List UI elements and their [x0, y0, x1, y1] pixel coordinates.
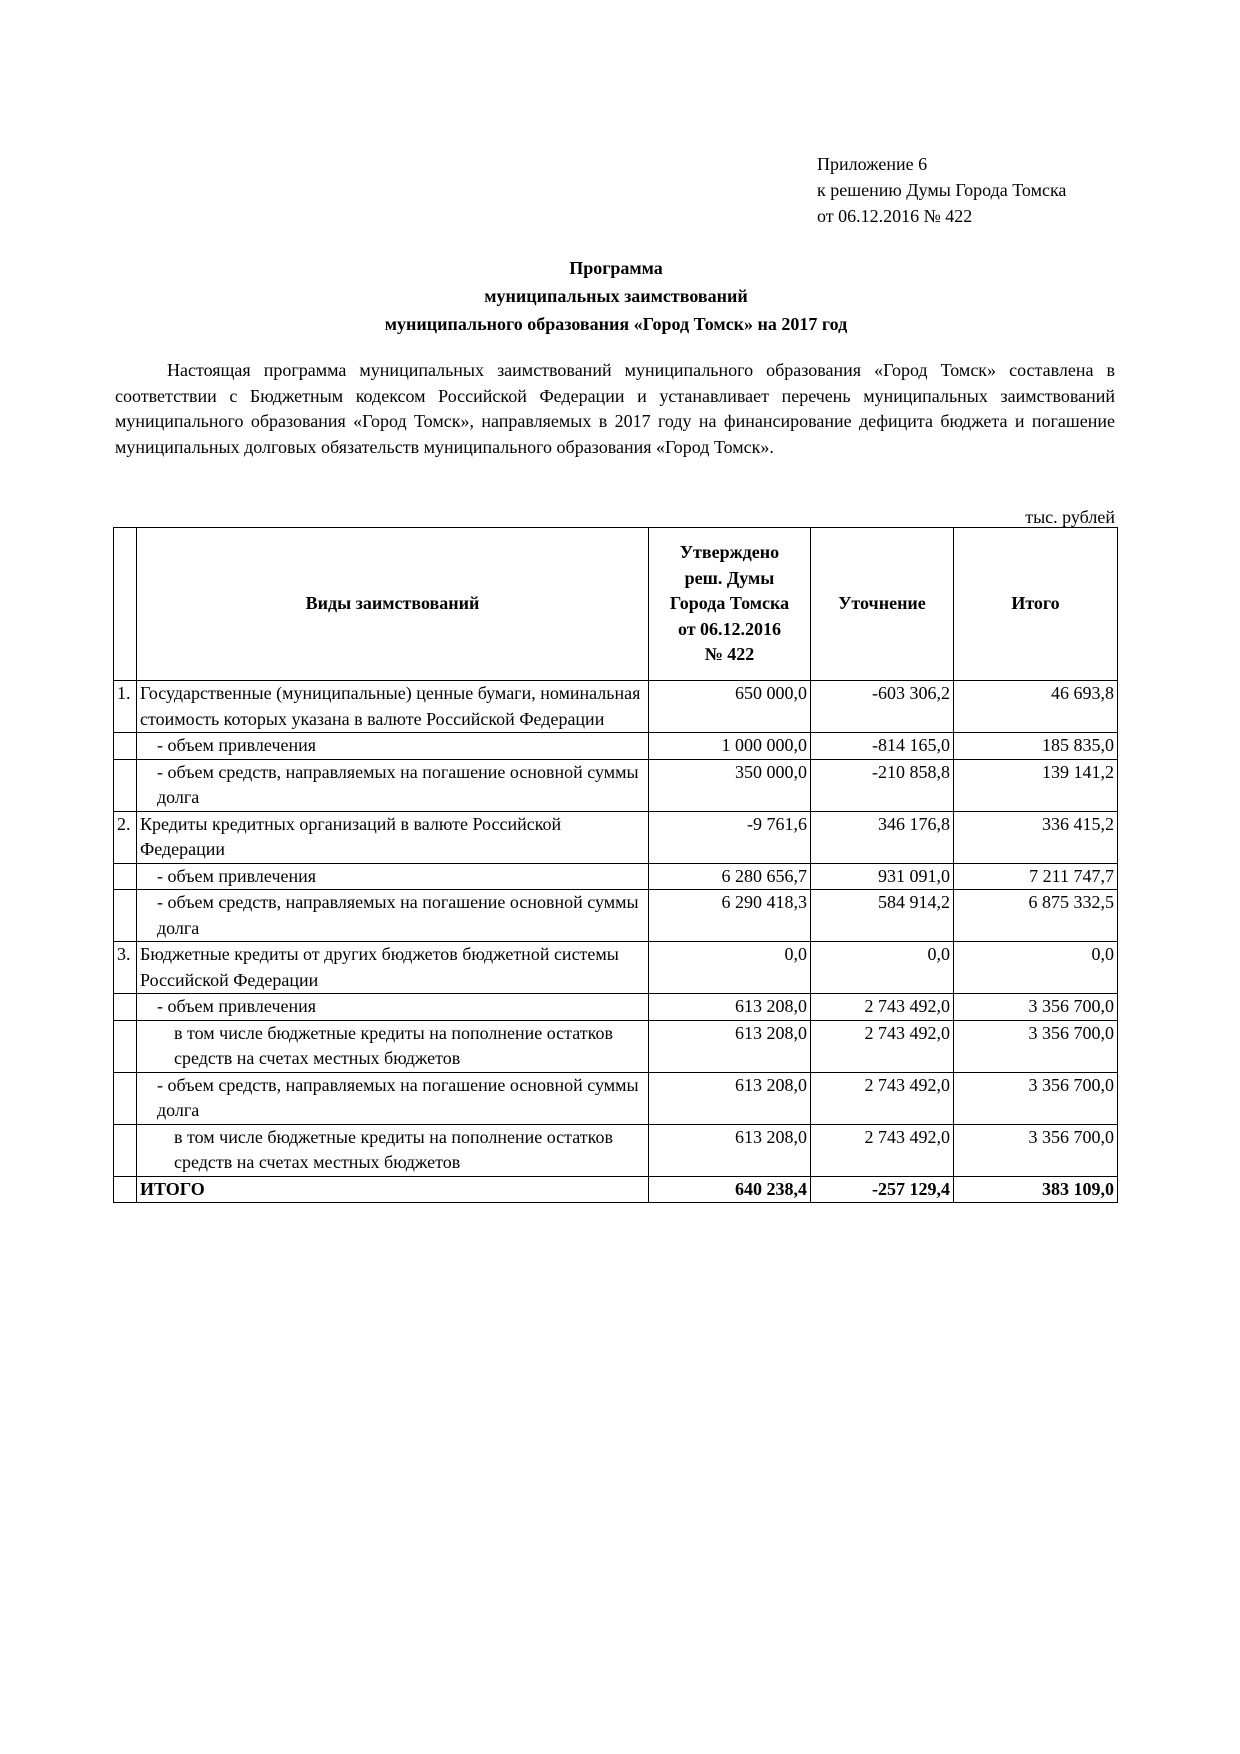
- row-change: 2 743 492,0: [811, 1124, 954, 1176]
- row-total: 3 356 700,0: [954, 1124, 1118, 1176]
- borrowings-table: [113, 527, 1118, 1203]
- header-approved-line-5: № 422: [704, 644, 755, 665]
- row-total: 139 141,2: [954, 759, 1118, 811]
- row-name: - объем средств, направляемых на погашение основной суммы долга: [137, 759, 649, 811]
- row-num: [114, 1124, 137, 1176]
- row-num: [114, 759, 137, 811]
- row-approved: 613 208,0: [649, 1124, 811, 1176]
- row-name: - объем привлечения: [137, 733, 649, 760]
- row-change: -210 858,8: [811, 759, 954, 811]
- row-approved: 613 208,0: [649, 1020, 811, 1072]
- row-approved: 6 290 418,3: [649, 890, 811, 942]
- document-title: [113, 254, 1119, 338]
- row-num: 2.: [114, 811, 137, 863]
- row-name: Государственные (муниципальные) ценные бумаги, номинальная стоимость которых указана в валюте Российской Федерации: [137, 681, 649, 733]
- appendix-reference: [817, 151, 1197, 229]
- row-change: 2 743 492,0: [811, 1072, 954, 1124]
- header-approved-line-2: реш. Думы: [684, 567, 775, 588]
- table-row: [114, 733, 1118, 760]
- table-row: [114, 811, 1118, 863]
- row-total: 185 835,0: [954, 733, 1118, 760]
- row-num: [114, 863, 137, 890]
- row-change: 2 743 492,0: [811, 994, 954, 1021]
- row-num: [114, 1020, 137, 1072]
- row-name: - объем привлечения: [137, 863, 649, 890]
- table-row: [114, 890, 1118, 942]
- total-approved: 640 238,4: [649, 1176, 811, 1203]
- row-num: [114, 733, 137, 760]
- row-name: Бюджетные кредиты от других бюджетов бюджетной системы Российской Федерации: [137, 942, 649, 994]
- total-total: 383 109,0: [954, 1176, 1118, 1203]
- intro-paragraph: Настоящая программа муниципальных заимствований муниципального образования «Город Томск» составлена в соответствии с Бюджетным кодексом Российской Федерации и устанавливает перечень муниципальных заимствований муниципального образования «Город Томск», направляемых в 2017 году на финансирование дефицита бюджета и погашение муниципальных долговых обязательств муниципального образования «Город Томск».: [115, 360, 1115, 457]
- header-num: [114, 528, 137, 681]
- appendix-date: от 06.12.2016 № 422: [817, 206, 973, 226]
- row-change: 931 091,0: [811, 863, 954, 890]
- row-num: [114, 994, 137, 1021]
- row-change: 0,0: [811, 942, 954, 994]
- row-change: 346 176,8: [811, 811, 954, 863]
- header-name: Виды заимствований: [137, 528, 649, 681]
- header-approved: [649, 528, 811, 681]
- row-name: Кредиты кредитных организаций в валюте Российской Федерации: [137, 811, 649, 863]
- row-total: 3 356 700,0: [954, 1020, 1118, 1072]
- row-approved: 350 000,0: [649, 759, 811, 811]
- table-header-row: [114, 528, 1118, 681]
- row-approved: 613 208,0: [649, 1072, 811, 1124]
- row-num: 3.: [114, 942, 137, 994]
- appendix-decision: к решению Думы Города Томска: [817, 180, 1067, 200]
- header-change: Уточнение: [811, 528, 954, 681]
- row-change: 584 914,2: [811, 890, 954, 942]
- row-num: [114, 1072, 137, 1124]
- units-label: тыс. рублей: [1025, 507, 1115, 527]
- row-change: -814 165,0: [811, 733, 954, 760]
- row-total: 336 415,2: [954, 811, 1118, 863]
- row-name: в том числе бюджетные кредиты на пополнение остатков средств на счетах местных бюджетов: [137, 1124, 649, 1176]
- title-line-3: муниципального образования «Город Томск» на 2017 год: [384, 314, 848, 334]
- total-name: ИТОГО: [137, 1176, 649, 1203]
- table-row: [114, 1020, 1118, 1072]
- table-row: [114, 759, 1118, 811]
- row-num: [114, 890, 137, 942]
- table-row: [114, 1124, 1118, 1176]
- row-approved: 1 000 000,0: [649, 733, 811, 760]
- row-total: 0,0: [954, 942, 1118, 994]
- table-row: [114, 863, 1118, 890]
- row-approved: 650 000,0: [649, 681, 811, 733]
- total-num: [114, 1176, 137, 1203]
- row-name: в том числе бюджетные кредиты на пополнение остатков средств на счетах местных бюджетов: [137, 1020, 649, 1072]
- row-approved: 0,0: [649, 942, 811, 994]
- table-row: [114, 994, 1118, 1021]
- row-approved: 6 280 656,7: [649, 863, 811, 890]
- table-row: [114, 1072, 1118, 1124]
- table-row: [114, 681, 1118, 733]
- row-approved: 613 208,0: [649, 994, 811, 1021]
- title-line-2: муниципальных заимствований: [484, 286, 748, 306]
- header-approved-line-4: от 06.12.2016: [677, 618, 782, 639]
- row-change: -603 306,2: [811, 681, 954, 733]
- row-total: 3 356 700,0: [954, 1072, 1118, 1124]
- row-total: 3 356 700,0: [954, 994, 1118, 1021]
- title-line-1: Программа: [569, 258, 663, 278]
- row-total: 7 211 747,7: [954, 863, 1118, 890]
- appendix-number: Приложение 6: [817, 154, 928, 174]
- total-row: [114, 1176, 1118, 1203]
- row-approved: -9 761,6: [649, 811, 811, 863]
- table-row: [114, 942, 1118, 994]
- header-total: Итого: [954, 528, 1118, 681]
- row-name: - объем средств, направляемых на погашение основной суммы долга: [137, 1072, 649, 1124]
- total-change: -257 129,4: [811, 1176, 954, 1203]
- header-approved-line-1: Утверждено: [679, 542, 780, 563]
- row-name: - объем средств, направляемых на погашение основной суммы долга: [137, 890, 649, 942]
- header-approved-line-3: Города Томска: [669, 593, 790, 614]
- row-change: 2 743 492,0: [811, 1020, 954, 1072]
- row-total: 46 693,8: [954, 681, 1118, 733]
- row-total: 6 875 332,5: [954, 890, 1118, 942]
- row-name: - объем привлечения: [137, 994, 649, 1021]
- row-num: 1.: [114, 681, 137, 733]
